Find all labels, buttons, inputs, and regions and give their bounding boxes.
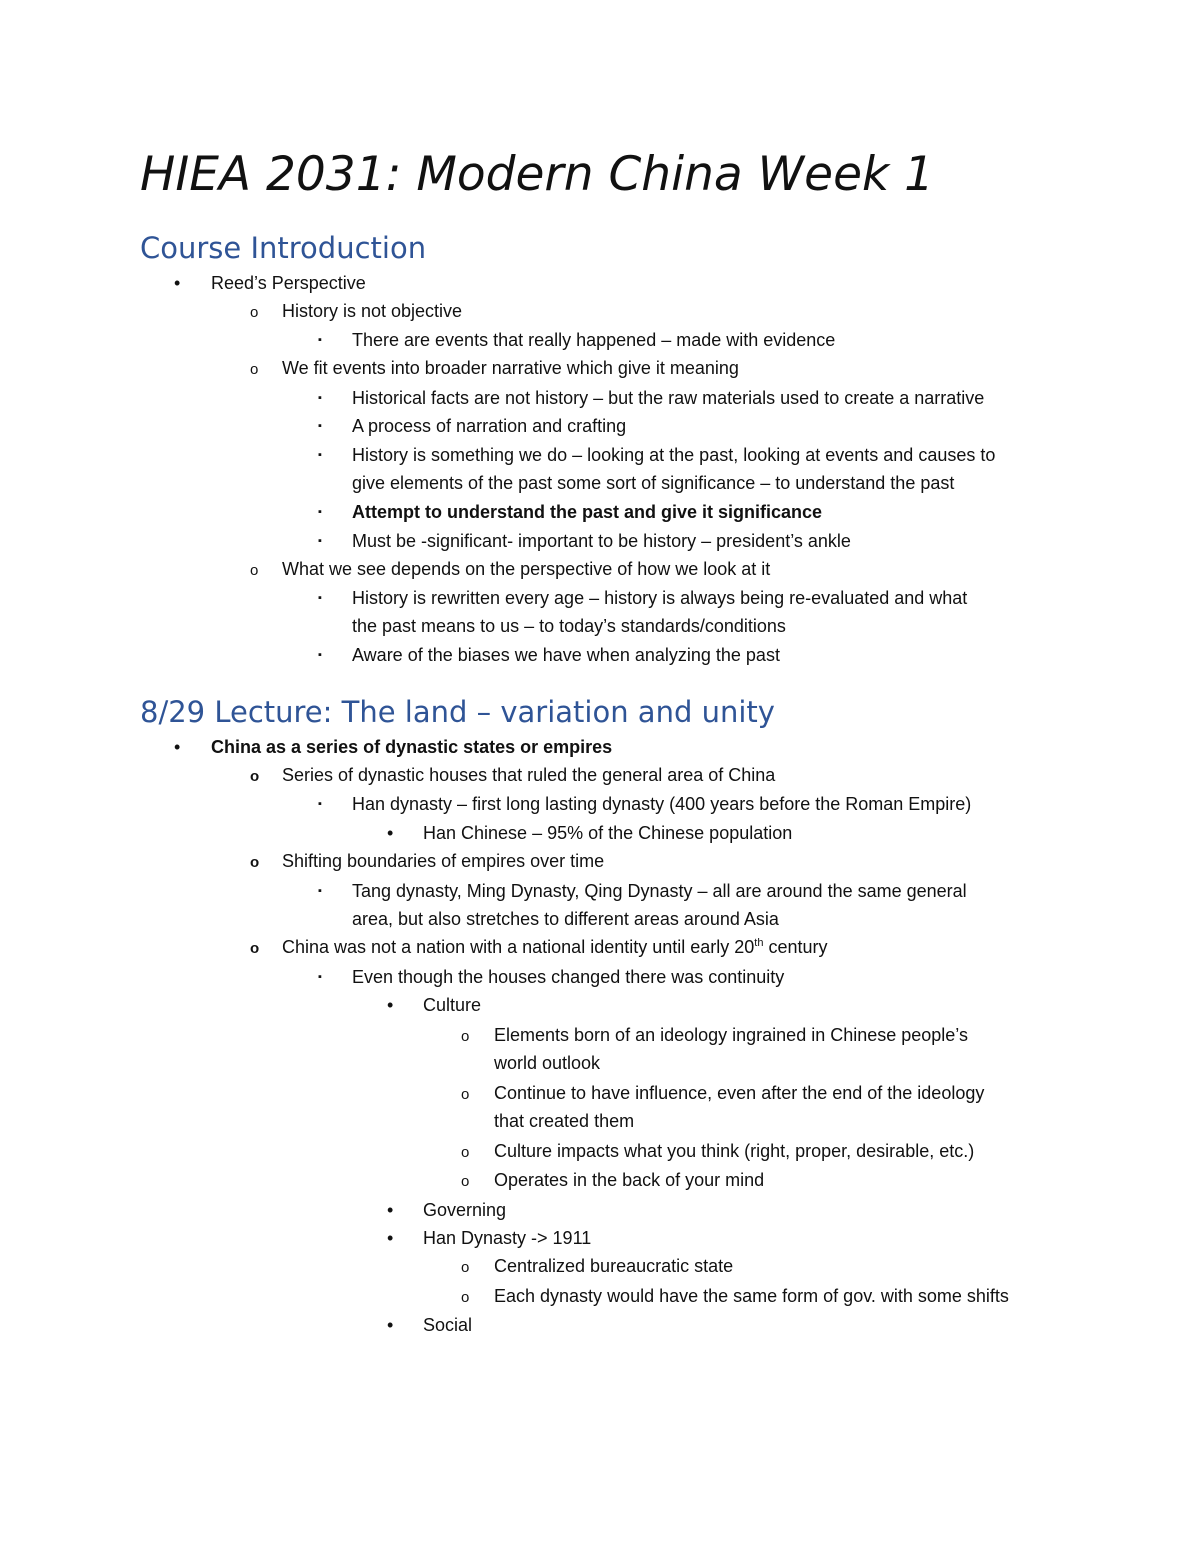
bullet-circle: o bbox=[461, 1259, 470, 1276]
section-heading-course-introduction: Course Introduction bbox=[140, 231, 427, 265]
list-item-text: century bbox=[763, 937, 828, 957]
list-item: Reed’s Perspective bbox=[211, 273, 366, 293]
bullet-circle: o bbox=[461, 1144, 470, 1161]
list-item: Governing bbox=[423, 1200, 507, 1220]
bullet-circle: o bbox=[461, 1086, 470, 1103]
list-item: Aware of the biases we have when analyzing the past bbox=[352, 645, 780, 665]
list-item: History is rewritten every age – history is always being re-evaluated and what bbox=[352, 588, 968, 608]
superscript: th bbox=[754, 937, 764, 949]
list-item: What we see depends on the perspective of how we look at it bbox=[282, 559, 771, 579]
bullet-square: ▪ bbox=[318, 649, 322, 661]
list-item: Tang dynasty, Ming Dynasty, Qing Dynasty – all are around the same general bbox=[352, 881, 967, 901]
list-item: Han Chinese – 95% of the Chinese population bbox=[423, 823, 793, 843]
list-item-continued: that created them bbox=[494, 1111, 635, 1131]
bullet-square: ▪ bbox=[318, 885, 322, 897]
list-item: History is not objective bbox=[282, 301, 463, 321]
list-item-continued: the past means to us – to today’s standards/conditions bbox=[352, 616, 786, 636]
bullet-square: ▪ bbox=[318, 420, 322, 432]
list-item: Han Dynasty -> 1911 bbox=[423, 1228, 592, 1248]
bullet-disc: • bbox=[387, 995, 394, 1015]
bullet-square: ▪ bbox=[318, 334, 322, 346]
bullet-square: ▪ bbox=[318, 449, 322, 461]
list-item-text: China was not a nation with a national identity until early 20 bbox=[282, 937, 755, 957]
bullet-square: ▪ bbox=[318, 535, 322, 547]
list-item: Must be -significant- important to be history – president’s ankle bbox=[352, 531, 851, 551]
list-item-continued: give elements of the past some sort of significance – to understand the past bbox=[352, 473, 955, 493]
bullet-circle: o bbox=[461, 1028, 470, 1045]
list-item: Elements born of an ideology ingrained in Chinese people’s bbox=[494, 1025, 968, 1045]
bullet-circle: o bbox=[250, 562, 259, 579]
bullet-disc: • bbox=[387, 1228, 394, 1248]
bullet-disc: • bbox=[387, 1200, 394, 1220]
document-title: HIEA 2031: Modern China Week 1 bbox=[140, 147, 935, 202]
bullet-circle-bold: o bbox=[250, 940, 260, 957]
list-item: History is something we do – looking at the past, looking at events and causes to bbox=[352, 445, 996, 465]
list-item: Even though the houses changed there was continuity bbox=[352, 967, 785, 987]
list-item-continued: area, but also stretches to different areas around Asia bbox=[352, 909, 779, 929]
list-item: Centralized bureaucratic state bbox=[494, 1256, 734, 1276]
bullet-disc: • bbox=[174, 737, 181, 757]
bullet-circle-bold: o bbox=[250, 768, 260, 785]
list-item-bold: China as a series of dynastic states or empires bbox=[211, 737, 613, 757]
list-item: Shifting boundaries of empires over time bbox=[282, 851, 605, 871]
list-item: There are events that really happened – made with evidence bbox=[352, 330, 836, 350]
bullet-circle: o bbox=[461, 1289, 470, 1306]
bullet-circle: o bbox=[461, 1173, 470, 1190]
bullet-square: ▪ bbox=[318, 392, 322, 404]
bullet-square: ▪ bbox=[318, 592, 322, 604]
bullet-square: ▪ bbox=[318, 971, 322, 983]
list-item: Social bbox=[423, 1315, 473, 1335]
list-item: Operates in the back of your mind bbox=[494, 1170, 765, 1190]
list-item bbox=[282, 933, 828, 962]
list-item: Han dynasty – first long lasting dynasty (400 years before the Roman Empire) bbox=[352, 794, 972, 814]
bullet-disc: • bbox=[387, 1315, 394, 1335]
list-item: Series of dynastic houses that ruled the general area of China bbox=[282, 765, 776, 785]
bullet-square: ▪ bbox=[318, 798, 322, 810]
bullet-circle: o bbox=[250, 361, 259, 378]
bullet-square: ▪ bbox=[318, 506, 322, 518]
bullet-disc: • bbox=[387, 823, 394, 843]
list-item-continued: world outlook bbox=[494, 1053, 601, 1073]
bullet-disc: • bbox=[174, 273, 181, 293]
list-item: A process of narration and crafting bbox=[352, 416, 627, 436]
bullet-circle: o bbox=[250, 304, 259, 321]
list-item: Continue to have influence, even after the end of the ideology bbox=[494, 1083, 985, 1103]
list-item: Culture impacts what you think (right, proper, desirable, etc.) bbox=[494, 1141, 975, 1161]
list-item: Culture bbox=[423, 995, 482, 1015]
bullet-circle-bold: o bbox=[250, 854, 260, 871]
section-heading-lecture-8-29: 8/29 Lecture: The land – variation and unity bbox=[140, 695, 775, 729]
list-item: We fit events into broader narrative which give it meaning bbox=[282, 358, 739, 378]
list-item: Historical facts are not history – but the raw materials used to create a narrative bbox=[352, 388, 985, 408]
list-item-bold: Attempt to understand the past and give it significance bbox=[352, 502, 823, 522]
list-item: Each dynasty would have the same form of gov. with some shifts bbox=[494, 1286, 1009, 1306]
